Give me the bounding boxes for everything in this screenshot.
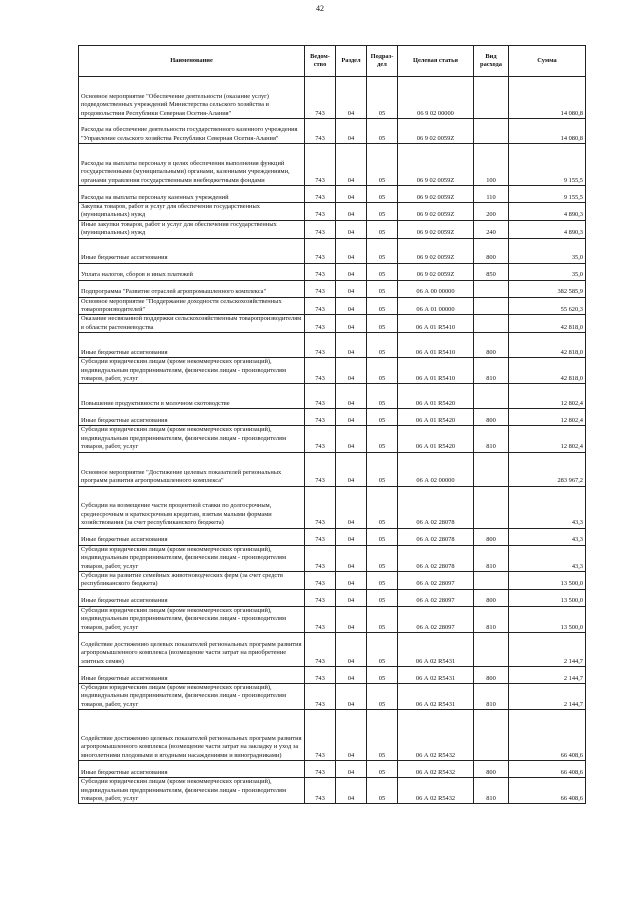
- cell-cel: 06 А 02 28097: [398, 606, 474, 632]
- cell-podrazdel: 05: [367, 297, 398, 315]
- cell-cel: 06 9 02 0059Z: [398, 186, 474, 203]
- cell-ved: 743: [305, 280, 336, 297]
- cell-summa: 13 500,0: [509, 589, 586, 606]
- cell-vid: 200: [474, 203, 509, 221]
- cell-ved: 743: [305, 220, 336, 238]
- table-body: [79, 77, 586, 804]
- cell-razdel: 04: [336, 333, 367, 358]
- cell-podrazdel: 05: [367, 315, 398, 333]
- table-row: [79, 280, 586, 297]
- table-row: [79, 683, 586, 709]
- table-row: [79, 606, 586, 632]
- cell-podrazdel: 05: [367, 666, 398, 683]
- cell-razdel: 04: [336, 315, 367, 333]
- cell-vid: 800: [474, 238, 509, 263]
- cell-cel: 06 А 02 R5432: [398, 761, 474, 778]
- cell-name: Основное мероприятие "Поддержание доходности сельскохозяйственных товаропроизводителей": [79, 297, 305, 315]
- cell-podrazdel: 05: [367, 144, 398, 186]
- cell-podrazdel: 05: [367, 333, 398, 358]
- cell-ved: 743: [305, 297, 336, 315]
- cell-name: Содействие достижению целевых показателей региональных программ развития агропромышленного комплекса (возмещение части затрат на приобретение элитных семян): [79, 632, 305, 666]
- cell-cel: 06 А 01 00000: [398, 297, 474, 315]
- cell-razdel: 04: [336, 384, 367, 409]
- cell-summa: 382 585,9: [509, 280, 586, 297]
- cell-razdel: 04: [336, 203, 367, 221]
- cell-name: Уплата налогов, сборов и иных платежей: [79, 263, 305, 280]
- table-row: [79, 761, 586, 778]
- cell-podrazdel: 05: [367, 778, 398, 804]
- table-row: [79, 632, 586, 666]
- cell-razdel: 04: [336, 666, 367, 683]
- cell-ved: 743: [305, 238, 336, 263]
- cell-vid: 850: [474, 263, 509, 280]
- cell-podrazdel: 05: [367, 606, 398, 632]
- cell-vid: 810: [474, 683, 509, 709]
- table-row: [79, 384, 586, 409]
- cell-vid: 800: [474, 589, 509, 606]
- cell-cel: 06 А 02 28078: [398, 528, 474, 545]
- cell-name: Иные бюджетные ассигнования: [79, 333, 305, 358]
- cell-name: Повышение продуктивности в молочном скотоводстве: [79, 384, 305, 409]
- cell-summa: 4 890,3: [509, 220, 586, 238]
- table-row: [79, 426, 586, 452]
- cell-cel: 06 А 01 R5420: [398, 409, 474, 426]
- cell-name: Субсидии юридическим лицам (кроме некоммерческих организаций), индивидуальным предпринимателям, физическим лицам - производителям товаров, работ, услуг: [79, 426, 305, 452]
- table-row: [79, 315, 586, 333]
- table-row: [79, 186, 586, 203]
- table-row: [79, 358, 586, 384]
- cell-name: Субсидии на возмещение части процентной ставки по долгосрочным, среднесрочным и краткосрочным кредитам, взятым малыми формами хозяйствования (за счет республиканского бюджета): [79, 486, 305, 528]
- cell-razdel: 04: [336, 144, 367, 186]
- cell-podrazdel: 05: [367, 710, 398, 761]
- cell-vid: [474, 315, 509, 333]
- cell-cel: 06 А 02 R5432: [398, 710, 474, 761]
- cell-summa: 55 620,3: [509, 297, 586, 315]
- cell-razdel: 04: [336, 452, 367, 486]
- cell-cel: 06 А 01 R5410: [398, 315, 474, 333]
- cell-ved: 743: [305, 384, 336, 409]
- cell-summa: 35,0: [509, 263, 586, 280]
- cell-razdel: 04: [336, 710, 367, 761]
- cell-podrazdel: 05: [367, 545, 398, 571]
- cell-summa: 283 967,2: [509, 452, 586, 486]
- cell-summa: 2 144,7: [509, 683, 586, 709]
- cell-summa: 2 144,7: [509, 632, 586, 666]
- cell-name: Основное мероприятие "Обеспечение деятельности (оказание услуг) подведомственных учреждений Министерства сельского хозяйства и продовольствия Республики Северная Осетия-Алания": [79, 77, 305, 119]
- cell-summa: 12 802,4: [509, 409, 586, 426]
- cell-razdel: 04: [336, 409, 367, 426]
- cell-podrazdel: 05: [367, 203, 398, 221]
- cell-podrazdel: 05: [367, 77, 398, 119]
- cell-name: Иные бюджетные ассигнования: [79, 238, 305, 263]
- cell-vid: 810: [474, 778, 509, 804]
- cell-cel: 06 А 02 R5432: [398, 778, 474, 804]
- cell-razdel: 04: [336, 220, 367, 238]
- cell-name: Субсидии юридическим лицам (кроме некоммерческих организаций), индивидуальным предпринимателям, физическим лицам - производителям товаров, работ, услуг: [79, 545, 305, 571]
- cell-cel: 06 9 02 0059Z: [398, 220, 474, 238]
- cell-cel: 06 9 02 0059Z: [398, 144, 474, 186]
- cell-podrazdel: 05: [367, 632, 398, 666]
- cell-name: Оказание несвязанной поддержки сельскохозяйственным товаропроизводителям в области растениеводства: [79, 315, 305, 333]
- cell-name: Содействие достижению целевых показателей региональных программ развития агропромышленного комплекса (возмещение части затрат на закладку и уход за многолетними плодовыми и ягодными насаждениями и виноградниками): [79, 710, 305, 761]
- cell-podrazdel: 05: [367, 683, 398, 709]
- cell-summa: 43,3: [509, 486, 586, 528]
- cell-podrazdel: 05: [367, 186, 398, 203]
- cell-vid: [474, 77, 509, 119]
- cell-cel: 06 А 02 R5431: [398, 666, 474, 683]
- cell-summa: 4 890,3: [509, 203, 586, 221]
- cell-podrazdel: 05: [367, 571, 398, 589]
- cell-podrazdel: 05: [367, 486, 398, 528]
- table-row: [79, 203, 586, 221]
- cell-summa: 13 500,0: [509, 571, 586, 589]
- cell-cel: 06 А 01 R5420: [398, 426, 474, 452]
- cell-podrazdel: 05: [367, 358, 398, 384]
- cell-podrazdel: 05: [367, 452, 398, 486]
- table-row: [79, 263, 586, 280]
- cell-name: Иные бюджетные ассигнования: [79, 761, 305, 778]
- cell-vid: [474, 297, 509, 315]
- cell-name: Субсидии юридическим лицам (кроме некоммерческих организаций), индивидуальным предпринимателям, физическим лицам - производителям товаров, работ, услуг: [79, 606, 305, 632]
- cell-name: Закупка товаров, работ и услуг для обеспечения государственных (муниципальных) нужд: [79, 203, 305, 221]
- cell-cel: 06 А 00 00000: [398, 280, 474, 297]
- cell-vid: [474, 571, 509, 589]
- cell-ved: 743: [305, 263, 336, 280]
- cell-ved: 743: [305, 144, 336, 186]
- cell-razdel: 04: [336, 778, 367, 804]
- cell-ved: 743: [305, 486, 336, 528]
- cell-summa: 42 818,0: [509, 358, 586, 384]
- cell-ved: 743: [305, 77, 336, 119]
- cell-cel: 06 9 02 0059Z: [398, 238, 474, 263]
- cell-vid: 810: [474, 426, 509, 452]
- cell-ved: 743: [305, 710, 336, 761]
- cell-vid: 800: [474, 761, 509, 778]
- cell-ved: 743: [305, 203, 336, 221]
- cell-podrazdel: 05: [367, 263, 398, 280]
- cell-razdel: 04: [336, 263, 367, 280]
- table-row: [79, 220, 586, 238]
- table-row: [79, 77, 586, 119]
- cell-cel: 06 А 02 R5431: [398, 683, 474, 709]
- cell-cel: 06 А 02 28097: [398, 571, 474, 589]
- cell-name: Иные бюджетные ассигнования: [79, 528, 305, 545]
- cell-ved: 743: [305, 589, 336, 606]
- budget-table: [78, 45, 586, 804]
- cell-summa: 43,3: [509, 528, 586, 545]
- table-row: [79, 119, 586, 144]
- cell-cel: 06 А 02 28078: [398, 545, 474, 571]
- cell-ved: 743: [305, 528, 336, 545]
- table-header-row: [79, 46, 586, 77]
- cell-razdel: 04: [336, 683, 367, 709]
- cell-summa: 9 155,5: [509, 186, 586, 203]
- cell-name: Субсидии юридическим лицам (кроме некоммерческих организаций), индивидуальным предпринимателям, физическим лицам - производителям товаров, работ, услуг: [79, 778, 305, 804]
- cell-vid: 800: [474, 333, 509, 358]
- cell-razdel: 04: [336, 77, 367, 119]
- table-row: [79, 144, 586, 186]
- cell-summa: 14 080,8: [509, 119, 586, 144]
- cell-razdel: 04: [336, 280, 367, 297]
- cell-razdel: 04: [336, 297, 367, 315]
- cell-razdel: 04: [336, 528, 367, 545]
- cell-name: Иные бюджетные ассигнования: [79, 666, 305, 683]
- table-row: [79, 545, 586, 571]
- table-row: [79, 238, 586, 263]
- cell-razdel: 04: [336, 632, 367, 666]
- cell-cel: 06 9 02 0059Z: [398, 263, 474, 280]
- header-name: Наименование: [79, 46, 305, 77]
- cell-podrazdel: 05: [367, 409, 398, 426]
- cell-name: Расходы на обеспечение деятельности государственного казенного учреждения "Управление сельского хозяйства Республики Северная Осетия-Алания": [79, 119, 305, 144]
- cell-vid: 800: [474, 666, 509, 683]
- cell-vid: 100: [474, 144, 509, 186]
- cell-vid: [474, 486, 509, 528]
- table-row: [79, 778, 586, 804]
- cell-ved: 743: [305, 409, 336, 426]
- cell-vid: 810: [474, 606, 509, 632]
- cell-ved: 743: [305, 683, 336, 709]
- cell-vid: 810: [474, 545, 509, 571]
- cell-name: Расходы на выплаты персоналу в целях обеспечения выполнения функций государственными (муниципальными) органами, казенными учреждениями, органами управления государственными внебюджетными фондами: [79, 144, 305, 186]
- cell-podrazdel: 05: [367, 384, 398, 409]
- cell-summa: 35,0: [509, 238, 586, 263]
- cell-vid: 810: [474, 358, 509, 384]
- cell-ved: 743: [305, 571, 336, 589]
- cell-cel: 06 А 02 00000: [398, 452, 474, 486]
- header-vid: Вид расхода: [474, 46, 509, 77]
- cell-cel: 06 9 02 00000: [398, 77, 474, 119]
- cell-razdel: 04: [336, 486, 367, 528]
- cell-name: Субсидии юридическим лицам (кроме некоммерческих организаций), индивидуальным предпринимателям, физическим лицам - производителям товаров, работ, услуг: [79, 683, 305, 709]
- header-cel: Целевая статья: [398, 46, 474, 77]
- cell-name: Субсидии на развитие семейных животноводческих ферм (за счет средств республиканского бюджета): [79, 571, 305, 589]
- cell-podrazdel: 05: [367, 761, 398, 778]
- cell-ved: 743: [305, 315, 336, 333]
- table-row: [79, 528, 586, 545]
- cell-vid: [474, 452, 509, 486]
- cell-cel: 06 А 02 R5431: [398, 632, 474, 666]
- cell-summa: 2 144,7: [509, 666, 586, 683]
- cell-summa: 13 500,0: [509, 606, 586, 632]
- cell-name: Основное мероприятие "Достижение целевых показателей региональных программ развития агропромышленного комплекса": [79, 452, 305, 486]
- cell-razdel: 04: [336, 186, 367, 203]
- cell-ved: 743: [305, 358, 336, 384]
- cell-ved: 743: [305, 632, 336, 666]
- cell-summa: 12 802,4: [509, 384, 586, 409]
- table-row: [79, 409, 586, 426]
- cell-ved: 743: [305, 426, 336, 452]
- cell-razdel: 04: [336, 761, 367, 778]
- cell-podrazdel: 05: [367, 528, 398, 545]
- cell-summa: 9 155,5: [509, 144, 586, 186]
- cell-ved: 743: [305, 666, 336, 683]
- cell-ved: 743: [305, 186, 336, 203]
- table-row: [79, 571, 586, 589]
- cell-ved: 743: [305, 545, 336, 571]
- cell-cel: 06 А 01 R5420: [398, 384, 474, 409]
- cell-summa: 12 802,4: [509, 426, 586, 452]
- cell-cel: 06 9 02 0059Z: [398, 119, 474, 144]
- header-ved: Ведом-ство: [305, 46, 336, 77]
- cell-vid: [474, 384, 509, 409]
- table-row: [79, 333, 586, 358]
- cell-ved: 743: [305, 119, 336, 144]
- cell-razdel: 04: [336, 589, 367, 606]
- cell-vid: [474, 632, 509, 666]
- cell-razdel: 04: [336, 426, 367, 452]
- cell-podrazdel: 05: [367, 426, 398, 452]
- cell-summa: 43,3: [509, 545, 586, 571]
- cell-razdel: 04: [336, 119, 367, 144]
- cell-vid: [474, 280, 509, 297]
- cell-podrazdel: 05: [367, 280, 398, 297]
- cell-ved: 743: [305, 333, 336, 358]
- table-row: [79, 666, 586, 683]
- cell-razdel: 04: [336, 545, 367, 571]
- cell-razdel: 04: [336, 571, 367, 589]
- header-razdel: Раздел: [336, 46, 367, 77]
- cell-ved: 743: [305, 606, 336, 632]
- cell-cel: 06 А 01 R5410: [398, 333, 474, 358]
- cell-cel: 06 А 01 R5410: [398, 358, 474, 384]
- cell-name: Иные бюджетные ассигнования: [79, 589, 305, 606]
- cell-razdel: 04: [336, 358, 367, 384]
- page-number: 42: [316, 4, 324, 13]
- cell-podrazdel: 05: [367, 119, 398, 144]
- cell-ved: 743: [305, 778, 336, 804]
- cell-vid: [474, 119, 509, 144]
- cell-cel: 06 А 02 28078: [398, 486, 474, 528]
- cell-name: Расходы на выплаты персоналу казенных учреждений: [79, 186, 305, 203]
- cell-vid: [474, 710, 509, 761]
- cell-vid: 240: [474, 220, 509, 238]
- cell-podrazdel: 05: [367, 589, 398, 606]
- cell-vid: 110: [474, 186, 509, 203]
- table-row: [79, 297, 586, 315]
- cell-ved: 743: [305, 761, 336, 778]
- table-row: [79, 452, 586, 486]
- table-row: [79, 486, 586, 528]
- header-summa: Сумма: [509, 46, 586, 77]
- table-row: [79, 589, 586, 606]
- cell-summa: 66 408,6: [509, 710, 586, 761]
- cell-vid: 800: [474, 528, 509, 545]
- cell-summa: 42 818,0: [509, 333, 586, 358]
- cell-summa: 42 818,0: [509, 315, 586, 333]
- cell-razdel: 04: [336, 606, 367, 632]
- cell-vid: 800: [474, 409, 509, 426]
- cell-ved: 743: [305, 452, 336, 486]
- cell-summa: 66 408,6: [509, 778, 586, 804]
- cell-name: Иные закупки товаров, работ и услуг для обеспечения государственных (муниципальных) нужд: [79, 220, 305, 238]
- cell-name: Иные бюджетные ассигнования: [79, 409, 305, 426]
- table-row: [79, 710, 586, 761]
- cell-cel: 06 9 02 0059Z: [398, 203, 474, 221]
- cell-podrazdel: 05: [367, 220, 398, 238]
- header-podrazdel: Подраз-дел: [367, 46, 398, 77]
- cell-razdel: 04: [336, 238, 367, 263]
- cell-summa: 66 408,6: [509, 761, 586, 778]
- cell-podrazdel: 05: [367, 238, 398, 263]
- cell-summa: 14 080,8: [509, 77, 586, 119]
- cell-name: Подпрограмма "Развитие отраслей агропромышленного комплекса": [79, 280, 305, 297]
- cell-name: Субсидии юридическим лицам (кроме некоммерческих организаций), индивидуальным предпринимателям, физическим лицам - производителям товаров, работ, услуг: [79, 358, 305, 384]
- cell-cel: 06 А 02 28097: [398, 589, 474, 606]
